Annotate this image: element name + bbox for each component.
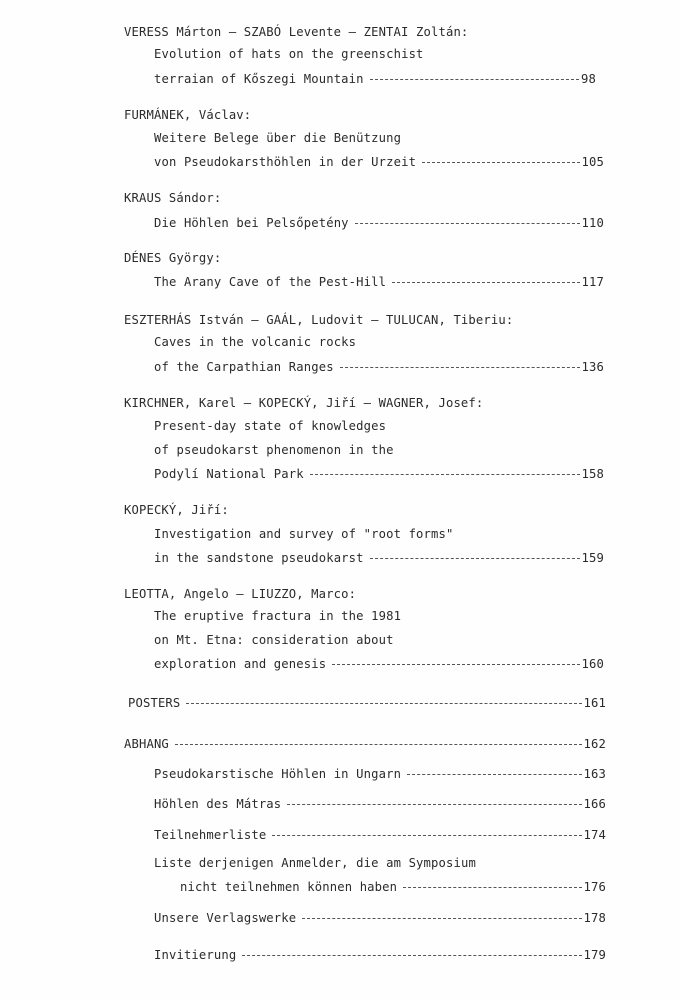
dot-leader: [392, 282, 579, 283]
subentry-title: Unsere Verlagswerke: [154, 911, 297, 925]
entry-title-line: in the sandstone pseudokarst: [154, 551, 364, 565]
entry-author: DÉNES György:: [124, 251, 222, 265]
page-number: 174: [583, 828, 606, 842]
toc-subentry: [154, 947, 606, 963]
dot-leader: [287, 804, 581, 805]
dot-leader: [186, 703, 581, 704]
entry-author: KOPECKÝ, Jiří:: [124, 503, 229, 517]
toc-subentry: [154, 766, 606, 782]
page-number: 105: [581, 155, 604, 169]
toc-entry: [154, 71, 596, 87]
dot-leader: [407, 774, 581, 775]
toc-subentry: [154, 910, 606, 926]
toc-section-abhang: [124, 736, 606, 752]
entry-title-line: Die Höhlen bei Pelsőpetény: [154, 216, 349, 230]
toc-entry: [154, 274, 604, 290]
page-number: 162: [583, 737, 606, 751]
subentry-title: Invitierung: [154, 948, 237, 962]
page-number: 176: [583, 880, 606, 894]
page-number: 136: [581, 360, 604, 374]
dot-leader: [355, 223, 580, 224]
toc-entry: [154, 466, 604, 482]
toc-entry: [154, 550, 604, 566]
dot-leader: [310, 474, 580, 475]
entry-title-line: The eruptive fractura in the 1981: [154, 609, 402, 623]
entry-author: KIRCHNER, Karel — KOPECKÝ, Jiří — WAGNER, Josef:: [124, 396, 484, 410]
subentry-title: Pseudokarstische Höhlen in Ungarn: [154, 767, 402, 781]
entry-author: LEOTTA, Angelo — LIUZZO, Marco:: [124, 587, 357, 601]
entry-author: KRAUS Sándor:: [124, 191, 222, 205]
toc-subentry: [154, 796, 606, 812]
page-number: 158: [581, 467, 604, 481]
entry-title-line: Podylí National Park: [154, 467, 304, 481]
dot-leader: [370, 558, 580, 559]
entry-title-line: Present-day state of knowledges: [154, 419, 387, 433]
dot-leader: [422, 162, 579, 163]
page-number: 178: [583, 911, 606, 925]
entry-title-line: The Arany Cave of the Pest-Hill: [154, 275, 387, 289]
entry-title-line: von Pseudokarsthöhlen in der Urzeit: [154, 155, 417, 169]
dot-leader: [302, 918, 581, 919]
entry-title-line: Investigation and survey of "root forms": [154, 527, 454, 541]
entry-title-line: Evolution of hats on the greenschist: [154, 47, 424, 61]
entry-title-line: on Mt. Etna: consideration about: [154, 633, 394, 647]
page-number: 161: [583, 696, 606, 710]
dot-leader: [242, 955, 581, 956]
page-number: 110: [581, 216, 604, 230]
toc-subentry: [154, 827, 606, 843]
entry-author: FURMÁNEK, Václav:: [124, 108, 252, 122]
toc-entry: [154, 215, 604, 231]
subentry-title: Teilnehmerliste: [154, 828, 267, 842]
entry-author: ESZTERHÁS István — GAÁL, Ludovit — TULUCAN, Tiberiu:: [124, 313, 514, 327]
dot-leader: [370, 79, 579, 80]
page-number: 166: [583, 797, 606, 811]
page-number: 98: [581, 72, 596, 86]
entry-author: VERESS Márton — SZABÓ Levente — ZENTAI Zoltán:: [124, 25, 469, 39]
entry-title-line: of the Carpathian Ranges: [154, 360, 334, 374]
dot-leader: [403, 887, 581, 888]
toc-entry: [154, 359, 604, 375]
entry-title-line: Caves in the volcanic rocks: [154, 335, 357, 349]
page-number: 179: [583, 948, 606, 962]
toc-subentry: [180, 879, 606, 895]
entry-title-line: exploration and genesis: [154, 657, 327, 671]
entry-title-line: terraian of Kőszegi Mountain: [154, 72, 364, 86]
section-label: ABHANG: [124, 737, 169, 751]
subentry-title: nicht teilnehmen können haben: [180, 880, 398, 894]
entry-title-line: of pseudokarst phenomenon in the: [154, 443, 394, 457]
page-number: 160: [581, 657, 604, 671]
subentry-title: Höhlen des Mátras: [154, 797, 282, 811]
dot-leader: [272, 835, 581, 836]
page-number: 117: [581, 275, 604, 289]
dot-leader: [340, 367, 580, 368]
toc-entry: [154, 656, 604, 672]
subentry-title: Liste derjenigen Anmelder, die am Symposium: [154, 856, 476, 870]
dot-leader: [332, 664, 579, 665]
section-label: POSTERS: [128, 696, 181, 710]
toc-entry: [154, 154, 604, 170]
page-number: 159: [581, 551, 604, 565]
dot-leader: [175, 744, 582, 745]
page-number: 163: [583, 767, 606, 781]
entry-title-line: Weitere Belege über die Benützung: [154, 131, 402, 145]
toc-section-posters: [128, 695, 606, 711]
